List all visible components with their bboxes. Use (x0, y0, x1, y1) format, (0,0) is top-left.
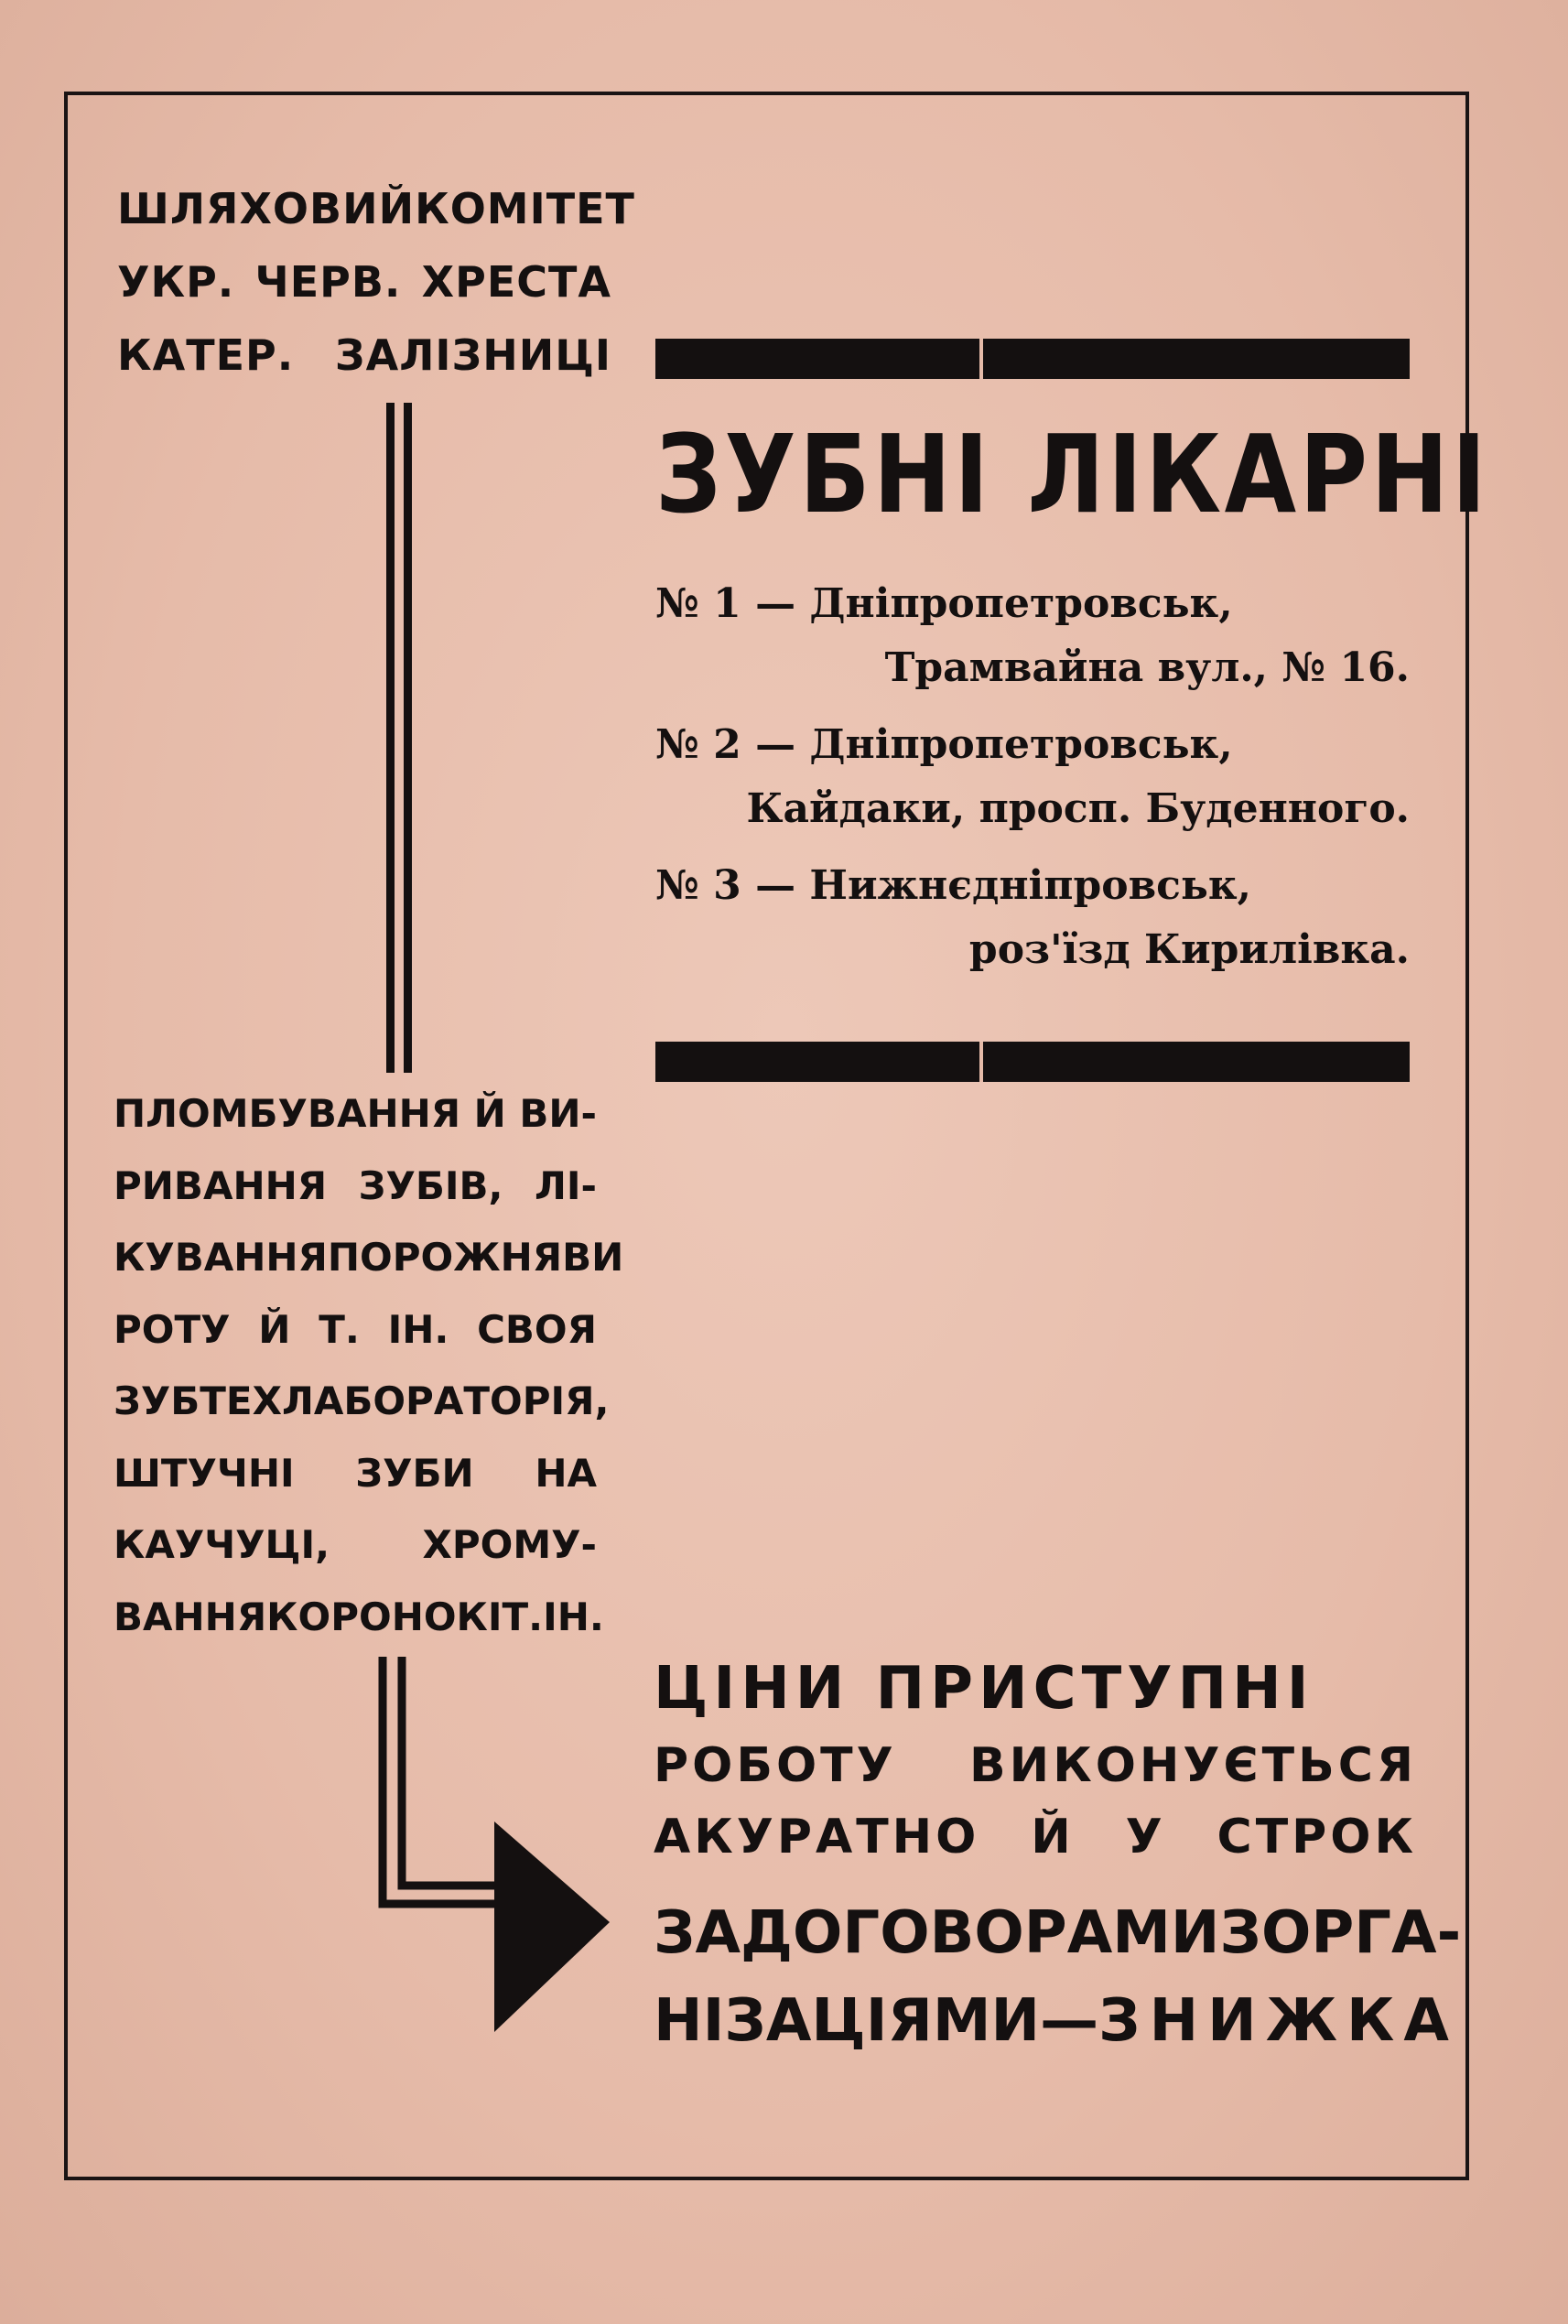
work-line-1: РОБОТУ ВИКОНУЄТЬСЯ (654, 1738, 1417, 1793)
clinic-number-city: № 1 — Дніпропетровськ, (655, 580, 1233, 627)
pointer-arrow-icon (375, 1657, 622, 2041)
discount-line-1: ЗА ДОГОВОРАМИ З ОРГА- (654, 1899, 1462, 1967)
clinic-item (655, 572, 1410, 700)
clinic-address: Трамвайна вул., № 16. (884, 644, 1410, 691)
committee-line-1: ШЛЯХОВИЙ КОМІТЕТ (117, 184, 635, 233)
prices-block (654, 1648, 1462, 2065)
services-line: КАУЧУЦІ, ХРОМУ- (114, 1522, 597, 1567)
clinic-item (655, 713, 1410, 841)
clinic-number-city: № 3 — Нижнєдніпровськ, (655, 862, 1251, 909)
bottom-black-bar (655, 1042, 1410, 1082)
services-line: ПЛОМБУВАННЯ Й ВИ- (114, 1091, 597, 1136)
services-line: ВАННЯ КОРОНОК І Т. ІН. (114, 1594, 604, 1639)
committee-header (117, 172, 635, 392)
clinic-address: роз'їзд Кирилівка. (968, 926, 1410, 973)
page-title: ЗУБНІ ЛІКАРНІ (655, 411, 1490, 537)
clinic-address: Кайдаки, просп. Буденного. (746, 785, 1410, 832)
services-line: КУВАННЯ ПОРОЖНЯВИ (114, 1235, 624, 1280)
prices-headline: ЦІНИ ПРИСТУПНІ (654, 1655, 1314, 1723)
upper-vertical-rule-right (404, 403, 412, 1073)
clinic-item (655, 854, 1410, 982)
services-line: ШТУЧНІ ЗУБИ НА (114, 1450, 597, 1496)
clinic-list (655, 572, 1410, 995)
services-line: ЗУБТЕХЛАБОРАТОРІЯ, (114, 1378, 610, 1423)
services-line: РИВАННЯ ЗУБІВ, ЛІ- (114, 1162, 597, 1208)
clinic-number-city: № 2 — Дніпропетровськ, (655, 721, 1233, 768)
spacer (654, 1873, 1417, 1889)
services-description (114, 1078, 624, 1653)
top-black-bar (655, 339, 1410, 379)
committee-line-3: КАТЕР. ЗАЛІЗНИЦІ (117, 330, 611, 380)
upper-vertical-rule-left (386, 403, 395, 1073)
work-line-2: АКУРАТНО Й У СТРОК (654, 1810, 1417, 1865)
committee-line-2: УКР. ЧЕРВ. ХРЕСТА (117, 257, 611, 307)
discount-line-2: НІЗАЦІЯМИ — ЗНИЖКА (654, 1987, 1458, 2055)
services-line: РОТУ Й Т. ІН. СВОЯ (114, 1306, 597, 1352)
